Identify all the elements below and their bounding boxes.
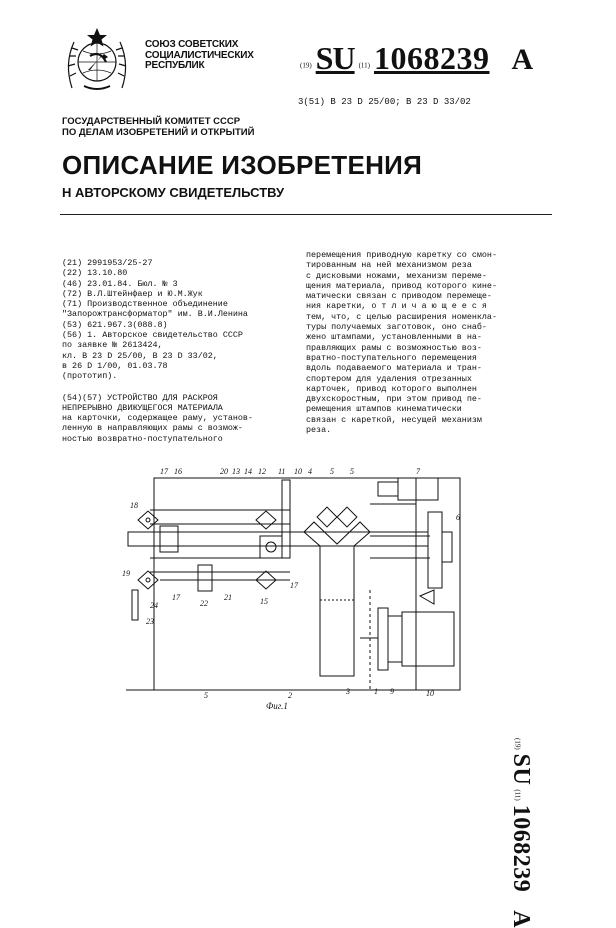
- text-line: (53) 621.967.3(088.8): [62, 319, 168, 330]
- vertical-patent-number: 1068239: [508, 804, 534, 893]
- text-line: (72) В.Л.Штейнфаер и Ю.М.Жук: [62, 288, 203, 299]
- text-line: (прототип).: [62, 371, 118, 382]
- country-code: SU: [315, 40, 355, 76]
- vertical-patent-id: [507, 738, 534, 928]
- figure-label: 17: [290, 581, 298, 590]
- text-line: связан с кареткой, несущей механизм: [306, 414, 482, 425]
- patent-number: 1068239: [373, 40, 490, 76]
- vertical-kind-code: A: [508, 910, 534, 928]
- figure-label: 1: [374, 687, 378, 696]
- text-line: ностью возвратно-поступательного: [62, 433, 223, 444]
- figure-label: 5: [350, 467, 354, 476]
- country-block: [145, 40, 254, 72]
- text-line: карточек, привод которого выполнен: [306, 383, 477, 394]
- figure-label: 23: [146, 617, 154, 626]
- figure-label: 3: [346, 687, 350, 696]
- figure-label: 10: [426, 689, 434, 698]
- figure-caption: Фиг.1: [266, 701, 288, 711]
- inid-code-19: (19): [300, 61, 312, 70]
- text-line: ния каретки, о т л и ч а ю щ е е с я: [306, 301, 487, 312]
- ipc-classification: 3(51) B 23 D 25/00; B 23 D 33/02: [298, 97, 471, 107]
- text-line: "Запорожтрансформатор" им. В.И.Ленина: [62, 309, 248, 320]
- text-line: правляющих рамы с возможностью воз-: [306, 342, 482, 353]
- patent-id: [300, 40, 533, 77]
- figure-label: 16: [174, 467, 182, 476]
- vertical-country-code: SU: [508, 753, 534, 786]
- figure-label: 17: [160, 467, 168, 476]
- text-line: жено штампами, установленными в на-: [306, 332, 482, 343]
- text-line: (46) 23.01.84. Бюл. № 3: [62, 278, 178, 289]
- figure-label: 5: [330, 467, 334, 476]
- country-line: СОЦИАЛИСТИЧЕСКИХ: [145, 49, 254, 61]
- figure-label: 11: [278, 467, 286, 476]
- figure-label: 9: [390, 687, 394, 696]
- text-line: двухскоростным, при этом привод пе-: [306, 394, 482, 405]
- ussr-emblem-icon: [62, 26, 132, 98]
- figure-label: 20: [220, 467, 228, 476]
- biblio-section-a: [62, 258, 292, 382]
- figure-label: 18: [130, 501, 138, 510]
- header-divider: [60, 214, 552, 215]
- text-line: по заявке № 2613424,: [62, 340, 163, 351]
- text-line: ремещения штампов кинематически: [306, 404, 462, 415]
- text-line: кл. В 23 D 25/00, В 23 D 33/02,: [62, 350, 218, 361]
- text-line: ленную в направляющих рамы с возмож-: [62, 423, 243, 434]
- text-line: (71) Производственное объединение: [62, 299, 228, 310]
- text-line: на карточки, содержащее раму, установ-: [62, 413, 253, 424]
- figure-label: 12: [258, 467, 266, 476]
- document-title: ОПИСАНИЕ ИЗОБРЕТЕНИЯ: [62, 150, 423, 180]
- figure-label: 24: [150, 601, 158, 610]
- inid-code-11: (11): [358, 61, 370, 70]
- text-line: вдоль подаваемого материала и тран-: [306, 363, 482, 374]
- text-line: щения материала, привод которого кине-: [306, 280, 497, 291]
- technical-drawing: [120, 440, 470, 710]
- text-line: (54)(57) УСТРОЙСТВО ДЛЯ РАСКРОЯ: [62, 392, 218, 403]
- country-line: СОЮЗ СОВЕТСКИХ: [145, 39, 239, 50]
- text-line: тированным на ней механизмом реза: [306, 260, 472, 271]
- figure-label: 2: [288, 691, 292, 700]
- committee-line: ПО ДЕЛАМ ИЗОБРЕТЕНИЙ И ОТКРЫТИЙ: [62, 126, 255, 138]
- figure-label: 19: [122, 569, 130, 578]
- text-line: вратно-поступательного перемещения: [306, 352, 477, 363]
- abstract-text: [306, 250, 552, 435]
- text-line: спортером для удаления отрезанных: [306, 373, 472, 384]
- text-line: НЕПРЕРЫВНО ДВИЖУЩЕГОСЯ МАТЕРИАЛА: [62, 402, 223, 413]
- figure-label: 22: [200, 599, 208, 608]
- figure-label: 5: [204, 691, 208, 700]
- text-line: (21) 2991953/25-27: [62, 258, 153, 268]
- document-subtitle: Н АВТОРСКОМУ СВИДЕТЕЛЬСТВУ: [62, 185, 285, 200]
- figure-label: 10: [294, 467, 302, 476]
- figure-label: 7: [416, 467, 420, 476]
- vertical-code-19: (19): [513, 738, 522, 750]
- country-line: РЕСПУБЛИК: [145, 60, 205, 71]
- text-line: туры получаемых заготовок, оно снаб-: [306, 322, 487, 333]
- figure-label: 6: [456, 513, 460, 522]
- committee-line: ГОСУДАРСТВЕННЫЙ КОМИТЕТ СССР: [62, 116, 241, 127]
- text-line: (22) 13.10.80: [62, 268, 128, 279]
- figure-label: 14: [244, 467, 252, 476]
- text-line: реза.: [306, 425, 332, 436]
- text-line: матически связан с приводом перемеще-: [306, 291, 492, 302]
- figure-label: 17: [172, 593, 180, 602]
- text-line: с дисковыми ножами, механизм переме-: [306, 270, 487, 281]
- committee-block: [62, 117, 254, 138]
- figure-label: 13: [232, 467, 240, 476]
- figure-labels: [122, 467, 460, 700]
- text-line: перемещения приводную каретку со смон-: [306, 250, 497, 260]
- figure-label: 21: [224, 593, 232, 602]
- biblio-section-b: [62, 393, 292, 444]
- vertical-code-11: (11): [513, 789, 522, 801]
- figure-label: 4: [308, 467, 312, 476]
- text-line: тем, что, с целью расширения номенкла-: [306, 311, 497, 322]
- text-line: в 26 D 1/00, 01.03.78: [62, 360, 168, 371]
- kind-code: A: [511, 43, 534, 76]
- bibliographic-data: [62, 258, 292, 444]
- text-line: (56) 1. Авторское свидетельство СССР: [62, 330, 243, 341]
- figure-label: 15: [260, 597, 268, 606]
